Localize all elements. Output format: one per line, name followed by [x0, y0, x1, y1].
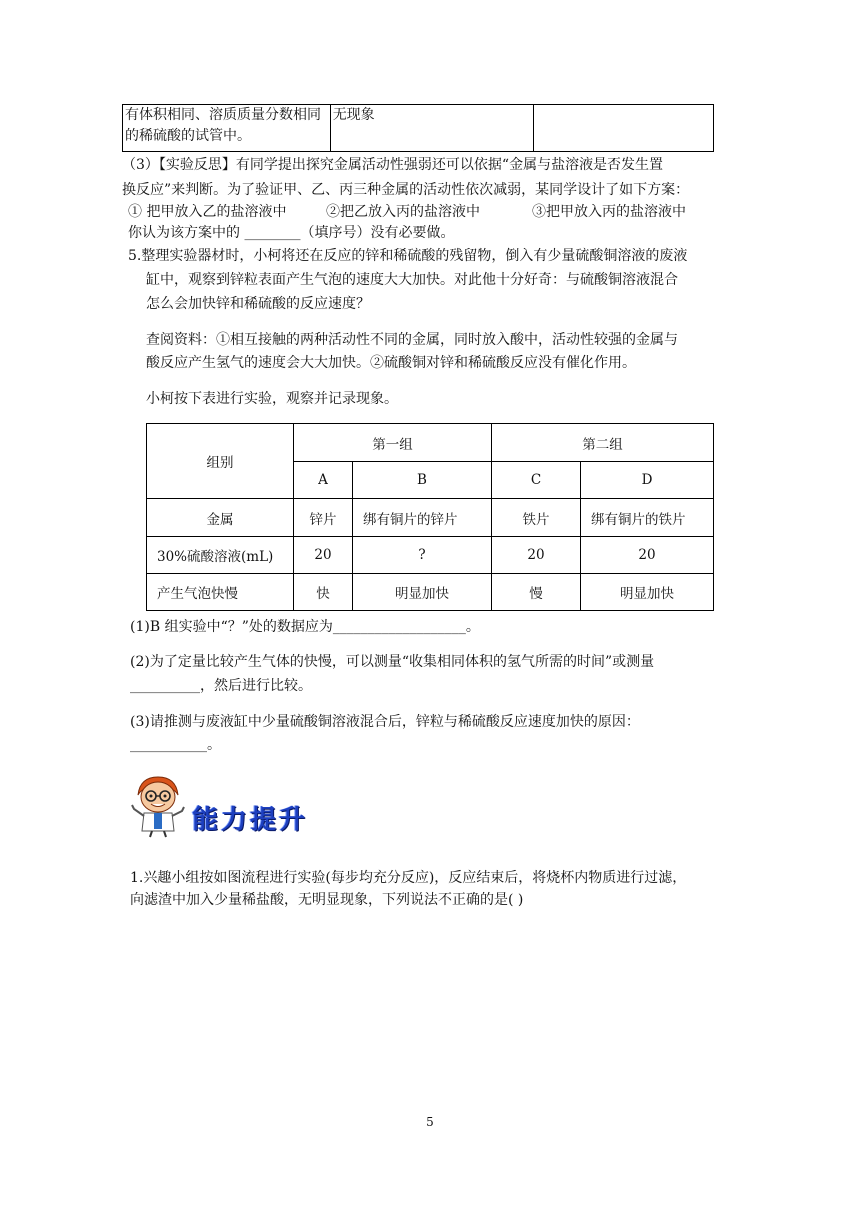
table-cell-phenomenon: 无现象 [330, 105, 534, 152]
q1-line2: 向滤渣中加入少量稀盐酸，无明显现象，下列说法不正确的是( ) [130, 892, 524, 908]
q3-option-1: ① 把甲放入乙的盐溶液中 [128, 204, 287, 220]
q1-line1: 1.兴趣小组按如图流程进行实验(每步均充分反应)，反应结束后，将烧杯内物质进行过滤， [130, 870, 687, 886]
q3-line2: 换反应”来判断。为了验证甲、乙、丙三种金属的活动性依次减弱，某同学设计了如下方案： [122, 182, 690, 198]
q5-line2: 缸中，观察到锌粒表面产生气泡的速度大大加快。对此他十分好奇：与硫酸铜溶液混合 [146, 272, 678, 288]
q5-info-line1: 查阅资料：①相互接触的两种活动性不同的金属，同时放入酸中，活动性较强的金属与 [146, 332, 678, 348]
table-row [123, 105, 714, 152]
table-header-col: B [353, 462, 492, 499]
sub-question-3-line2: ___________。 [130, 737, 221, 753]
table-cell: 绑有铜片的铁片 [581, 499, 714, 537]
table-cell: 快 [294, 574, 353, 611]
table-cell-conclusion [534, 105, 714, 152]
page-number: 5 [426, 1115, 434, 1129]
table-row [147, 499, 714, 537]
table-header-col: A [294, 462, 353, 499]
table-cell: 20 [581, 537, 714, 574]
q5-intro: 小柯按下表进行实验，观察并记录现象。 [146, 391, 398, 407]
row-label: 金属 [147, 499, 294, 537]
section-badge-title: 能力提升 [192, 805, 309, 835]
table-cell: 20 [294, 537, 353, 574]
experiment-table [146, 423, 714, 611]
q5-info-line2: 酸反应产生氢气的速度会大大加快。②硫酸铜对锌和稀硫酸反应没有催化作用。 [146, 355, 636, 371]
cell-line: 有体积相同、溶质质量分数相同 [125, 107, 321, 123]
table-header-group1: 第一组 [294, 424, 492, 462]
table-header-group: 组别 [147, 424, 294, 499]
q5-line3: 怎么会加快锌和稀硫酸的反应速度？ [146, 296, 370, 312]
q3-option-3: ③把甲放入丙的盐溶液中 [532, 204, 686, 220]
sub-question-2-line2: __________，然后进行比较。 [130, 678, 312, 694]
observation-table [122, 104, 714, 152]
table-cell: 锌片 [294, 499, 353, 537]
table-cell: 明显加快 [581, 574, 714, 611]
table-cell: 铁片 [492, 499, 581, 537]
q3-line4: 你认为该方案中的 ________（填序号）没有必要做。 [128, 225, 455, 241]
table-row [147, 574, 714, 611]
table-header-col: D [581, 462, 714, 499]
table-cell: 20 [492, 537, 581, 574]
table-cell: 绑有铜片的锌片 [353, 499, 492, 537]
table-cell: 明显加快 [353, 574, 492, 611]
table-row [147, 537, 714, 574]
table-header-col: C [492, 462, 581, 499]
q3-option-2: ②把乙放入丙的盐溶液中 [326, 204, 480, 220]
table-cell-procedure [123, 105, 331, 152]
table-cell: 慢 [492, 574, 581, 611]
row-label: 30%硫酸溶液(mL) [147, 537, 294, 574]
table-cell: ? [353, 537, 492, 574]
sub-question-1: (1)B 组实验中“？”处的数据应为___________________。 [130, 619, 480, 635]
q3-line1: （3）【实验反思】有同学提出探究金属活动性强弱还可以依据“金属与盐溶液是否发生置 [122, 157, 664, 173]
table-row [147, 424, 714, 462]
section-badge [130, 773, 310, 839]
row-label: 产生气泡快慢 [147, 574, 294, 611]
table-header-group2: 第二组 [492, 424, 714, 462]
sub-question-2-line1: (2)为了定量比较产生气体的快慢，可以测量“收集相同体积的氢气所需的时间”或测量 [130, 654, 655, 670]
cell-line: 的稀硫酸的试管中。 [125, 128, 251, 144]
q5-line1: 5.整理实验器材时，小柯将还在反应的锌和稀硫酸的残留物，倒入有少量硫酸铜溶液的废液 [128, 248, 688, 264]
sub-question-3-line1: (3)请推测与废液缸中少量硫酸铜溶液混合后，锌粒与稀硫酸反应速度加快的原因： [130, 714, 640, 730]
